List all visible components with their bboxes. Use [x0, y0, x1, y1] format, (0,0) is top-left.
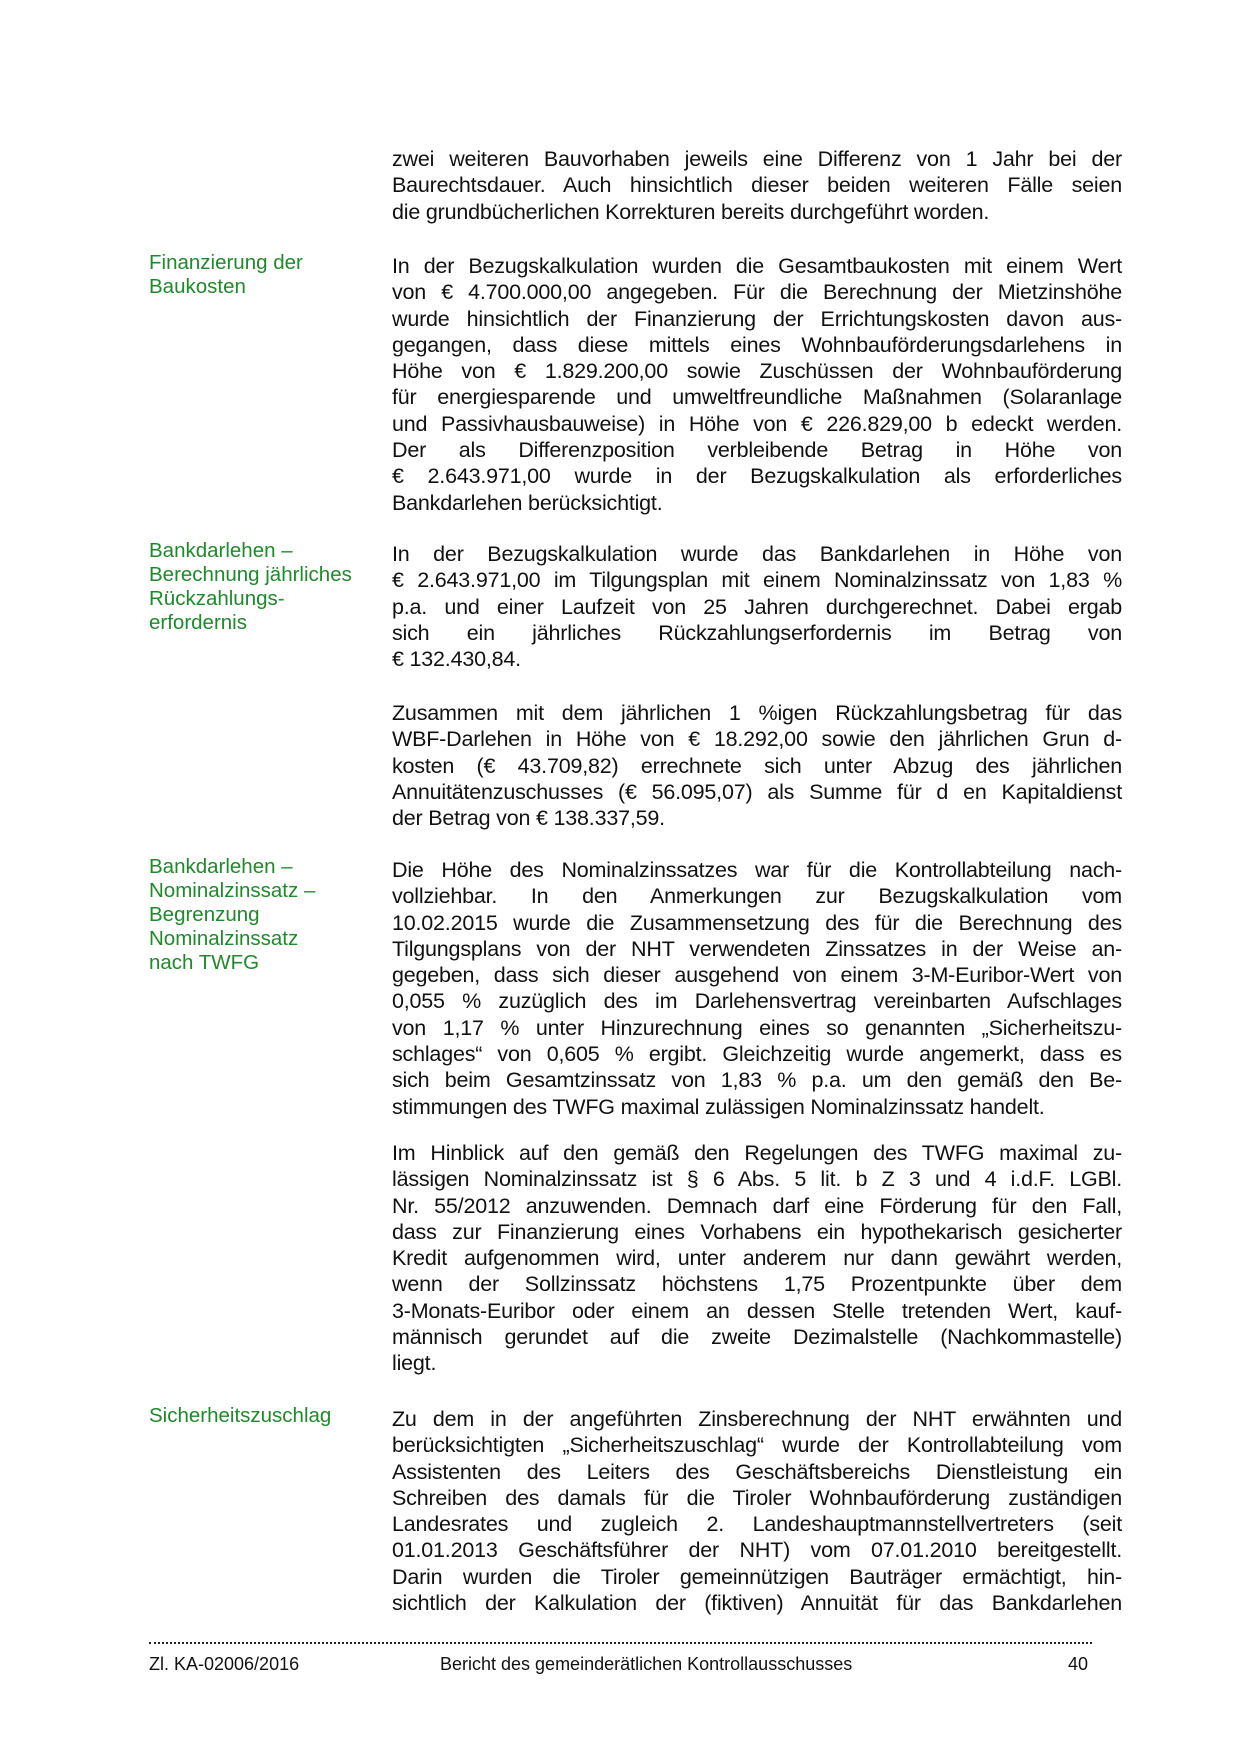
margin-heading-line: Berechnung jährliches — [149, 563, 352, 586]
margin-heading — [149, 251, 359, 299]
text-line: vollziehbar. In den Anmerkungen zur Bezugskalkulation vom — [392, 884, 1122, 909]
margin-heading — [149, 539, 359, 635]
body-paragraph — [392, 253, 1122, 516]
text-line: 10.02.2015 wurde die Zusammensetzung des für die Berechnung des — [392, 910, 1122, 935]
text-line: Zusammen mit dem jährlichen 1 %igen Rückzahlungsbetrag für das — [392, 701, 1122, 725]
margin-heading-line: Sicherheitszuschlag — [149, 1404, 332, 1427]
text-line: Im Hinblick auf den gemäß den Regelungen des TWFG maximal zu- — [392, 1141, 1122, 1165]
text-line: Die Höhe des Nominalzinssatzes war für die Kontrollabteilung nach- — [392, 858, 1122, 882]
text-line: In der Bezugskalkulation wurden die Gesamtbaukosten mit einem Wert — [392, 254, 1122, 278]
margin-heading-line: Bankdarlehen – — [149, 539, 293, 562]
text-line: sich beim Gesamtzinssatz von 1,83 % p.a. um den gemäß den Be- — [392, 1068, 1122, 1093]
text-line: für energiesparende und umweltfreundliche Maßnahmen (Solaranlage — [392, 385, 1122, 410]
footer-divider — [149, 1642, 1092, 1644]
text-line: 01.01.2013 Geschäftsführer der NHT) vom 07.01.2010 bereitgestellt. — [392, 1538, 1122, 1563]
text-line: männisch gerundet auf die zweite Dezimalstelle (Nachkommastelle) — [392, 1325, 1122, 1350]
margin-heading-line: Rückzahlungs- — [149, 587, 285, 610]
footer-reference: Zl. KA-02006/2016 — [149, 1654, 300, 1674]
text-line: liegt. — [392, 1351, 437, 1376]
text-line: Höhe von € 1.829.200,00 sowie Zuschüssen der Wohnbauförderung — [392, 359, 1122, 384]
margin-heading-line: nach TWFG — [149, 951, 260, 974]
text-line: dass zur Finanzierung eines Vorhabens ein hypothekarisch gesicherter — [392, 1219, 1122, 1244]
text-line: Darin wurden die Tiroler gemeinnützigen Bauträger ermächtigt, hin- — [392, 1564, 1122, 1589]
text-line: wenn der Sollzinssatz höchstens 1,75 Prozentpunkte über dem — [392, 1272, 1122, 1297]
margin-heading-line: Baukosten — [149, 275, 246, 298]
text-line: der Betrag von € 138.337,59. — [392, 806, 665, 831]
text-line: Nr. 55/2012 anzuwenden. Demnach darf eine Förderung für den Fall, — [392, 1193, 1122, 1218]
text-line: lässigen Nominalzinssatz ist § 6 Abs. 5 lit. b Z 3 und 4 i.d.F. LGBl. — [392, 1167, 1122, 1192]
margin-heading-line: erfordernis — [149, 611, 247, 634]
margin-heading — [149, 855, 359, 975]
text-line: stimmungen des TWFG maximal zulässigen Nominalzinssatz handelt. — [392, 1094, 1045, 1119]
text-line: sichtlich der Kalkulation der (fiktiven) Annuität für das Bankdarlehen — [392, 1591, 1122, 1616]
body-paragraph — [392, 857, 1122, 1120]
text-line: WBF-Darlehen in Höhe von € 18.292,00 sowie den jährlichen Grun d- — [392, 727, 1122, 752]
text-line: € 2.643.971,00 wurde in der Bezugskalkulation als erforderliches — [392, 464, 1122, 489]
text-line: Tilgungsplans von der NHT verwendeten Zinssatzes in der Weise an- — [392, 936, 1122, 961]
text-line: 0,055 % zuzüglich des im Darlehensvertrag vereinbarten Aufschlages — [392, 989, 1122, 1014]
text-line: Zu dem in der angeführten Zinsberechnung der NHT erwähnten und — [392, 1407, 1122, 1431]
text-line: berücksichtigten „Sicherheitszuschlag“ wurde der Kontrollabteilung vom — [392, 1433, 1122, 1458]
margin-heading-line: Nominalzinssatz — [149, 927, 299, 950]
text-line: gegangen, dass diese mittels eines Wohnbauförderungsdarlehens in — [392, 332, 1122, 357]
text-line: von 1,17 % unter Hinzurechnung eines so genannten „Sicherheitszu- — [392, 1015, 1122, 1040]
margin-heading-line: Begrenzung — [149, 903, 260, 926]
margin-heading-line: Nominalzinssatz – — [149, 879, 316, 902]
text-line: Assistenten des Leiters des Geschäftsbereichs Dienstleistung ein — [392, 1459, 1122, 1484]
text-line: kosten (€ 43.709,82) errechnete sich unter Abzug des jährlichen — [392, 753, 1122, 778]
body-paragraph — [392, 700, 1122, 831]
text-line: die grundbücherlichen Korrekturen bereits durchgeführt worden. — [392, 199, 990, 224]
body-paragraph — [392, 1140, 1122, 1377]
body-paragraph — [392, 1406, 1122, 1616]
text-line: sich ein jährliches Rückzahlungserfordernis im Betrag von — [392, 620, 1122, 645]
text-line: Baurechtsdauer. Auch hinsichtlich dieser beiden weiteren Fälle seien — [392, 173, 1122, 198]
text-line: gegeben, dass sich dieser ausgehend von einem 3-M-Euribor-Wert von — [392, 963, 1122, 988]
footer-title: Bericht des gemeinderätlichen Kontrollausschusses — [440, 1654, 853, 1674]
text-line: Der als Differenzposition verbleibende Betrag in Höhe von — [392, 438, 1122, 463]
text-line: zwei weiteren Bauvorhaben jeweils eine Differenz von 1 Jahr bei der — [392, 147, 1122, 171]
body-paragraph — [392, 146, 1122, 225]
text-line: Kredit aufgenommen wird, unter anderem nur dann gewährt werden, — [392, 1246, 1122, 1271]
margin-heading-line: Finanzierung der — [149, 251, 303, 274]
text-line: Schreiben des damals für die Tiroler Wohnbauförderung zuständigen — [392, 1485, 1122, 1510]
text-line: Bankdarlehen berücksichtigt. — [392, 490, 663, 515]
page-number: 40 — [1068, 1654, 1089, 1674]
text-line: 3-Monats-Euribor oder einem an dessen Stelle tretenden Wert, kauf- — [392, 1298, 1122, 1323]
margin-heading — [149, 1404, 359, 1428]
text-line: € 132.430,84. — [392, 647, 521, 672]
text-line: wurde hinsichtlich der Finanzierung der Errichtungskosten davon aus- — [392, 306, 1122, 331]
text-line: schlages“ von 0,605 % ergibt. Gleichzeitig wurde angemerkt, dass es — [392, 1042, 1122, 1067]
text-line: € 2.643.971,00 im Tilgungsplan mit einem Nominalzinssatz von 1,83 % — [392, 568, 1122, 593]
text-line: p.a. und einer Laufzeit von 25 Jahren durchgerechnet. Dabei ergab — [392, 594, 1122, 619]
body-paragraph — [392, 541, 1122, 672]
text-line: Annuitätenzuschusses (€ 56.095,07) als Summe für d en Kapitaldienst — [392, 779, 1122, 804]
text-line: Landesrates und zugleich 2. Landeshauptmannstellvertreters (seit — [392, 1512, 1122, 1537]
text-line: und Passivhausbauweise) in Höhe von € 226.829,00 b edeckt werden. — [392, 411, 1122, 436]
text-line: In der Bezugskalkulation wurde das Bankdarlehen in Höhe von — [392, 542, 1122, 566]
margin-heading-line: Bankdarlehen – — [149, 855, 293, 878]
text-line: von € 4.700.000,00 angegeben. Für die Berechnung der Mietzinshöhe — [392, 280, 1122, 305]
